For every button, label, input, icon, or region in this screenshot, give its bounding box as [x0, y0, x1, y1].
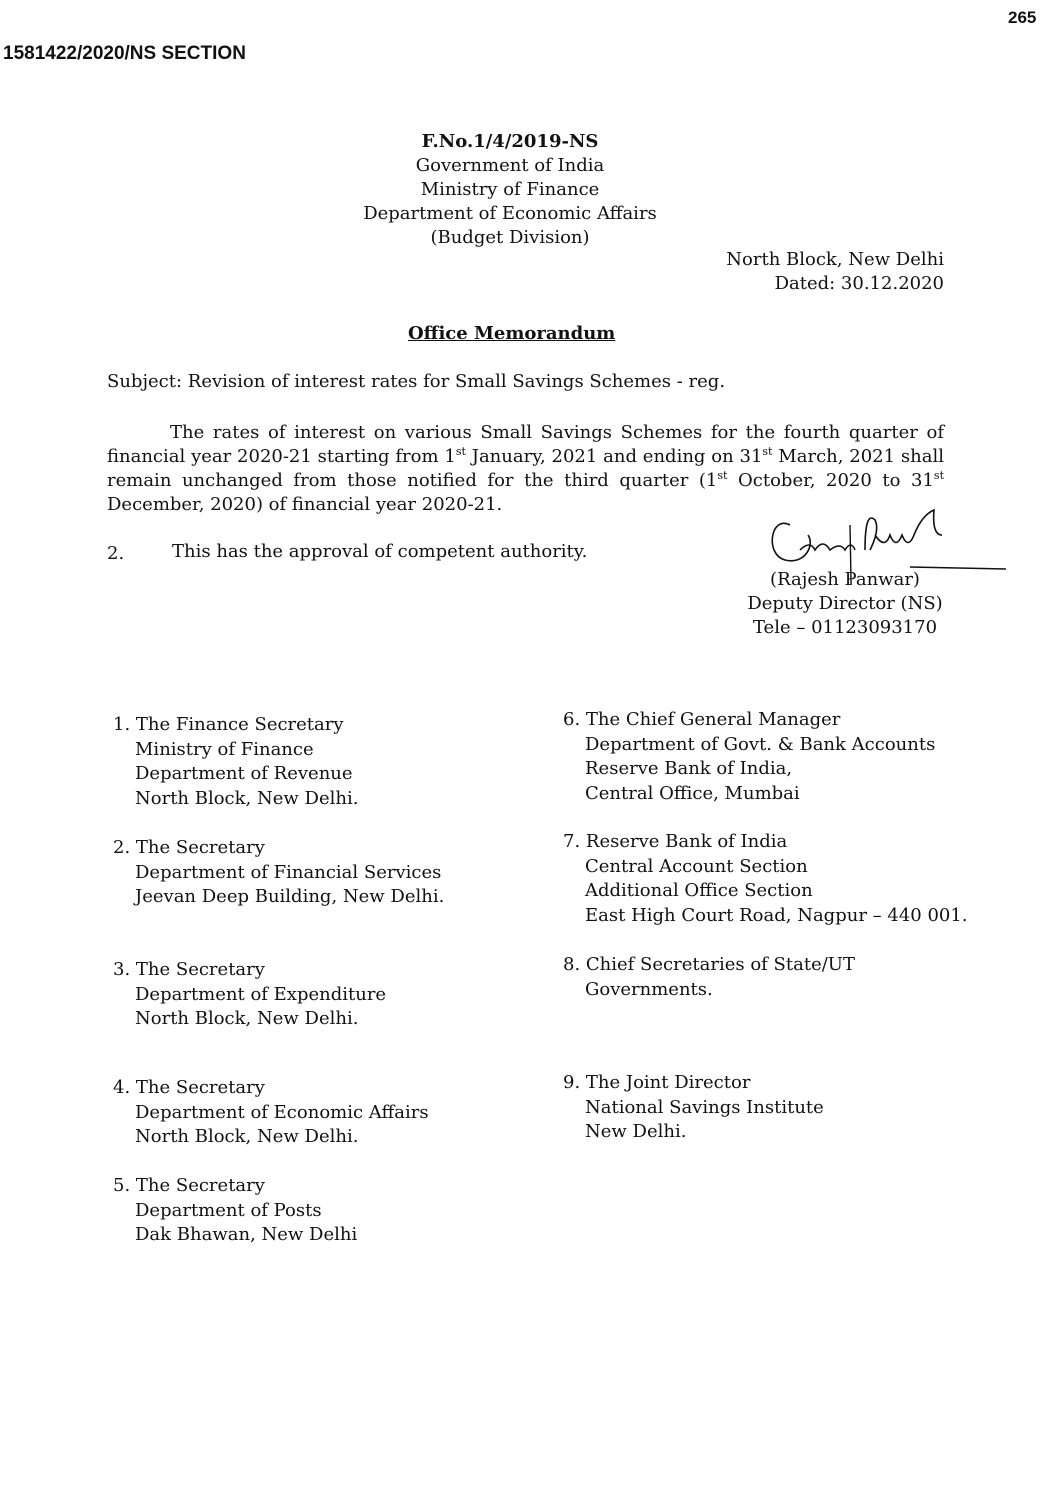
- recipient-title: 5. The Secretary: [113, 1175, 265, 1196]
- distribution-item: [113, 713, 358, 811]
- recipient-line: North Block, New Delhi.: [135, 787, 359, 809]
- letterhead-line: Ministry of Finance: [420, 179, 600, 200]
- date: Dated: 30.12.2020: [774, 273, 944, 294]
- recipient-line: Jeevan Deep Building, New Delhi.: [135, 886, 445, 907]
- distribution-item: [563, 953, 855, 1002]
- signatory-phone: Tele – 01123093170: [752, 617, 938, 638]
- recipient-title: 3. The Secretary: [113, 959, 265, 980]
- recipient-line: Department of Govt. & Bank Accounts: [585, 733, 936, 755]
- recipient-line: Department of Revenue: [135, 763, 353, 784]
- letterhead-line: Government of India: [415, 155, 605, 176]
- recipient-line: Reserve Bank of India,: [585, 758, 793, 779]
- recipient-line: Central Office, Mumbai: [585, 782, 800, 804]
- paragraph-1: [107, 421, 944, 517]
- text: The rates of interest on various Small Savings Schemes for the fourth quarter of financial year 2020-21 starting from 1: [107, 422, 944, 467]
- text: December, 2020) of financial year 2020-21.: [107, 494, 503, 515]
- ordinal: st: [717, 469, 728, 482]
- signatory-name: (Rajesh Panwar): [770, 569, 920, 590]
- recipient-title: 2. The Secretary: [113, 837, 265, 858]
- signatory-designation: Deputy Director (NS): [747, 593, 943, 614]
- recipient-line: Department of Financial Services: [135, 861, 442, 883]
- file-number: F.No.1/4/2019-NS: [421, 131, 599, 152]
- recipient-line: North Block, New Delhi.: [135, 1126, 359, 1147]
- distribution-item: [113, 1076, 429, 1150]
- recipient-line: Dak Bhawan, New Delhi: [135, 1224, 358, 1245]
- distribution-item: [113, 958, 386, 1032]
- text: October, 2020 to 31: [727, 470, 934, 491]
- recipient-line: North Block, New Delhi.: [135, 1008, 359, 1029]
- distribution-item: [113, 836, 444, 910]
- recipient-line: New Delhi.: [585, 1121, 687, 1142]
- letterhead: [310, 130, 710, 250]
- ordinal: st: [762, 445, 773, 458]
- paragraph-2: This has the approval of competent authority.: [172, 541, 588, 562]
- page-number: 265: [1008, 8, 1037, 27]
- recipient-line: National Savings Institute: [585, 1096, 824, 1118]
- recipient-line: Central Account Section: [585, 855, 808, 877]
- letterhead-line: Department of Economic Affairs: [363, 203, 657, 224]
- recipient-line: Governments.: [585, 978, 713, 1000]
- place-date: [600, 248, 944, 296]
- distribution-item: [563, 830, 968, 928]
- paragraph-2-number: 2.: [107, 543, 125, 564]
- ordinal: st: [933, 469, 944, 482]
- text: March, 2021 shall remain unchanged from those notified for the third quarter (1: [107, 446, 944, 491]
- signatory-block: [730, 568, 960, 640]
- recipient-title: 8. Chief Secretaries of State/UT: [563, 954, 855, 975]
- recipient-line: East High Court Road, Nagpur – 440 001.: [585, 904, 968, 926]
- ordinal: st: [455, 445, 466, 458]
- recipient-line: Department of Expenditure: [135, 983, 387, 1005]
- distribution-item: [563, 1071, 824, 1145]
- recipient-line: Ministry of Finance: [135, 738, 314, 760]
- file-reference: 1581422/2020/NS SECTION: [3, 43, 246, 64]
- recipient-line: Department of Economic Affairs: [135, 1101, 429, 1123]
- recipient-line: Additional Office Section: [585, 880, 813, 901]
- subject: Subject: Revision of interest rates for Small Savings Schemes - reg.: [107, 371, 726, 392]
- recipient-title: 1. The Finance Secretary: [113, 714, 344, 735]
- recipient-title: 7. Reserve Bank of India: [563, 831, 788, 852]
- place: North Block, New Delhi: [726, 249, 944, 270]
- text: January, 2021 and ending on 31: [465, 446, 763, 467]
- recipient-title: 9. The Joint Director: [563, 1072, 751, 1093]
- memo-title: Office Memorandum: [408, 323, 616, 344]
- distribution-item: [113, 1174, 357, 1248]
- recipient-title: 4. The Secretary: [113, 1077, 265, 1098]
- recipient-title: 6. The Chief General Manager: [563, 709, 841, 730]
- recipient-line: Department of Posts: [135, 1199, 322, 1221]
- distribution-item: [563, 708, 935, 806]
- letterhead-line: (Budget Division): [430, 227, 590, 248]
